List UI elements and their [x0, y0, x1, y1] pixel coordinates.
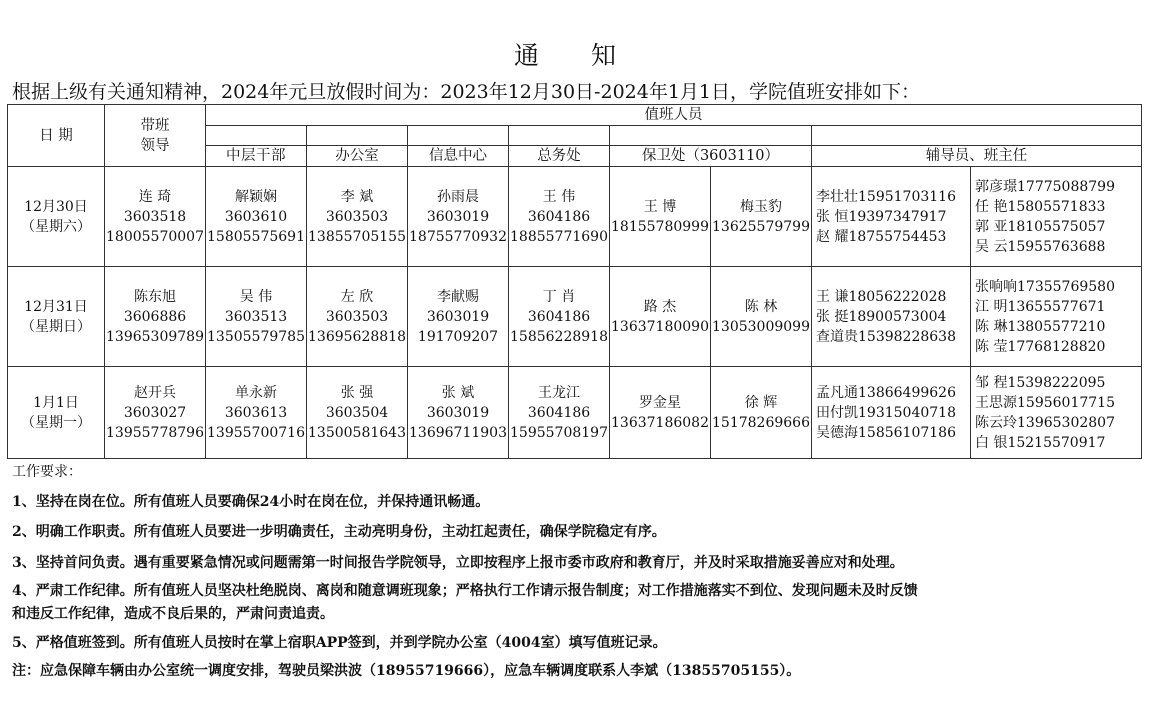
intro-text: 根据上级有关通知精神，2024年元旦放假时间为：2023年12月30日-2024年1月1日，学院值班安排如下：	[12, 81, 921, 103]
header-blank	[307, 126, 408, 146]
security-cell: 路 杰 13637180090	[610, 267, 711, 367]
header-security: 保卫处（3603110）	[610, 146, 812, 167]
counselor-cell: 李壮壮15951703116 张 恒19397347917 赵 耀18755754453	[812, 167, 971, 267]
requirement-item: 2、明确工作职责。所有值班人员要进一步明确责任，主动亮明身份，主动扛起责任，确保学院稳定有序。	[12, 524, 666, 540]
info-cell: 张 斌 3603019 13696711903	[408, 367, 509, 459]
header-date: 日 期	[8, 105, 105, 167]
header-blank	[509, 126, 610, 146]
leader-cell: 赵开兵 3603027 13955778796	[105, 367, 206, 459]
duty-table	[7, 104, 1142, 459]
general-cell: 王龙江 3604186 15955708197	[509, 367, 610, 459]
table-row	[8, 167, 1142, 267]
header-leader: 带班 领导	[105, 105, 206, 167]
mid-cadre-cell: 解颖娴 3603610 15805575691	[206, 167, 307, 267]
security-cell: 徐 辉 15178269666	[711, 367, 812, 459]
date-cell: 12月31日 （星期日）	[8, 267, 105, 367]
counselor-cell: 孟凡通13866499626 田付凯19315040718 吴德海15856107186	[812, 367, 971, 459]
leader-cell: 陈东旭 3606886 13965309789	[105, 267, 206, 367]
office-cell: 左 欣 3603503 13695628818	[307, 267, 408, 367]
date-cell: 12月30日 （星期六）	[8, 167, 105, 267]
security-cell: 陈 林 13053009099	[711, 267, 812, 367]
counselor-cell: 王 谦18056222028 张 挺18900573004 查道贵15398228638	[812, 267, 971, 367]
office-cell: 张 强 3603504 13500581643	[307, 367, 408, 459]
table-row	[8, 267, 1142, 367]
header-counselor: 辅导员、班主任	[812, 146, 1142, 167]
security-cell: 王 博 18155780999	[610, 167, 711, 267]
counselor-cell: 邹 程15398222095 王思源15956017715 陈云玲13965302807 白 银15215570917	[971, 367, 1142, 459]
header-general-affairs: 总务处	[509, 146, 610, 167]
header-blank	[610, 126, 812, 146]
office-cell: 李 斌 3603503 13855705155	[307, 167, 408, 267]
header-info-center: 信息中心	[408, 146, 509, 167]
general-cell: 丁 肖 3604186 15856228918	[509, 267, 610, 367]
requirements-note: 注：应急保障车辆由办公室统一调度安排，驾驶员梁洪波（18955719666），应急车辆调度联系人李斌（13855705155）。	[12, 663, 801, 679]
header-mid-cadre: 中层干部	[206, 146, 307, 167]
table-row	[8, 367, 1142, 459]
security-cell: 罗金星 13637186082	[610, 367, 711, 459]
security-cell: 梅玉豹 13625579799	[711, 167, 812, 267]
page-title: 通 知	[514, 41, 638, 70]
mid-cadre-cell: 吴 伟 3603513 13505579785	[206, 267, 307, 367]
date-cell: 1月1日 （星期一）	[8, 367, 105, 459]
counselor-cell: 张响响17355769580 江 明13655577671 陈 琳13805577210 陈 莹17768128820	[971, 267, 1142, 367]
requirement-item: 4、严肃工作纪律。所有值班人员坚决杜绝脱岗、离岗和随意调班现象；严格执行工作请示报告制度；对工作措施落实不到位、发现问题未及时反馈	[12, 583, 918, 599]
header-blank	[408, 126, 509, 146]
counselor-cell: 郭彦璟17775088799 任 艳15805571833 郭 亚18105575057 吴 云15955763688	[971, 167, 1142, 267]
info-cell: 孙雨晨 3603019 18755770932	[408, 167, 509, 267]
requirement-item: 1、坚持在岗在位。所有值班人员要确保24小时在岗在位，并保持通讯畅通。	[12, 494, 490, 510]
requirement-item-continued: 和违反工作纪律，造成不良后果的，严肃问责追责。	[12, 606, 334, 622]
general-cell: 王 伟 3604186 18855771690	[509, 167, 610, 267]
mid-cadre-cell: 单永新 3603613 13955700716	[206, 367, 307, 459]
info-cell: 李献赐 3603019 191709207	[408, 267, 509, 367]
header-blank	[206, 126, 307, 146]
header-staff: 值班人员	[206, 105, 1142, 126]
header-blank	[812, 126, 1142, 146]
leader-cell: 连 琦 3603518 18005570007	[105, 167, 206, 267]
header-office: 办公室	[307, 146, 408, 167]
requirement-item: 5、严格值班签到。所有值班人员按时在掌上宿职APP签到，并到学院办公室（4004室）填写值班记录。	[12, 635, 667, 651]
requirements-heading: 工作要求：	[12, 464, 82, 480]
requirement-item: 3、坚持首问负责。遇有重要紧急情况或问题需第一时间报告学院领导，立即按程序上报市委市政府和教育厅，并及时采取措施妥善应对和处理。	[12, 555, 904, 571]
